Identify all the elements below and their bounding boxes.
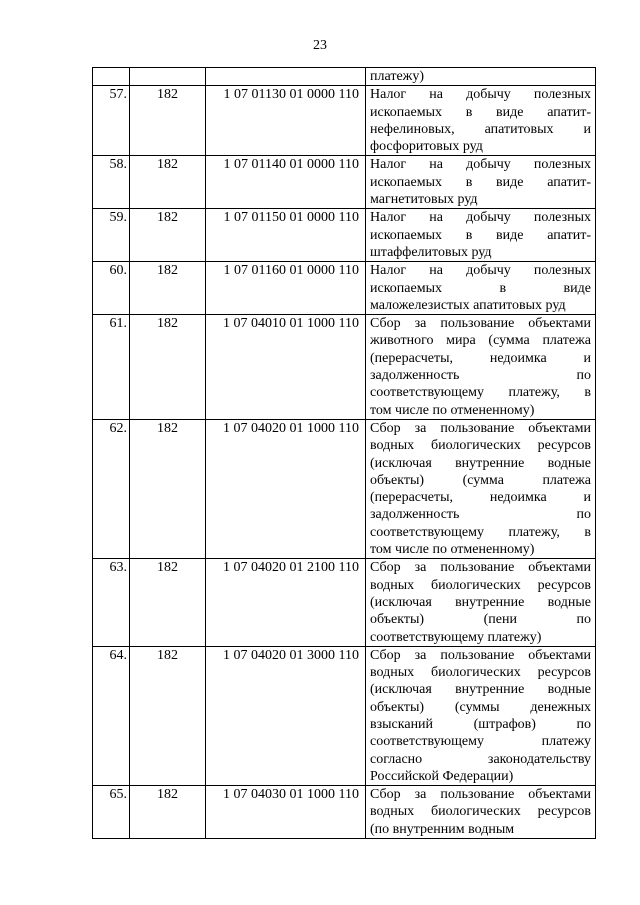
table-row bbox=[93, 209, 596, 262]
revenue-name-line: (перерасчеты, недоимка и bbox=[370, 350, 591, 366]
revenue-name-line: Сбор за пользование объектами bbox=[370, 316, 591, 332]
table-row bbox=[93, 646, 596, 785]
revenue-name-cell bbox=[366, 262, 596, 315]
revenue-name-line: Сбор за пользование объектами bbox=[370, 647, 591, 663]
revenue-name-line: (перерасчеты, недоимка и bbox=[370, 490, 591, 506]
revenue-name-line: ископаемых в виде апатит- bbox=[370, 104, 591, 120]
revenue-name-cell bbox=[366, 156, 596, 209]
budget-classification-code-cell: 1 07 01130 01 0000 110 bbox=[206, 86, 366, 156]
table-row bbox=[93, 262, 596, 315]
revenue-name-line: магнетитовых руд bbox=[370, 192, 478, 208]
administrator-code-cell: 182 bbox=[130, 262, 206, 315]
revenue-name-line: Сбор за пользование объектами bbox=[370, 420, 591, 436]
table-body bbox=[93, 68, 596, 839]
row-number-cell: 64. bbox=[93, 646, 130, 785]
revenue-name-line: том числе по отмененному) bbox=[370, 402, 535, 418]
administrator-code-cell: 182 bbox=[130, 419, 206, 558]
revenue-name-cell bbox=[366, 86, 596, 156]
revenue-name-line: водных биологических ресурсов bbox=[370, 665, 591, 681]
revenue-name-line: соответствующему платежу) bbox=[370, 629, 542, 645]
budget-classification-code-cell: 1 07 04030 01 1000 110 bbox=[206, 786, 366, 839]
revenue-name-line: (исключая внутренние водные bbox=[370, 594, 591, 610]
revenue-name-line: Налог на добычу полезных bbox=[370, 87, 591, 103]
table-row bbox=[93, 786, 596, 839]
revenue-name-cell bbox=[366, 68, 596, 86]
revenue-name-line: Сбор за пользование объектами bbox=[370, 560, 591, 576]
budget-classification-code-cell bbox=[206, 68, 366, 86]
revenue-name-cell bbox=[366, 559, 596, 646]
administrator-code-cell: 182 bbox=[130, 209, 206, 262]
revenue-name-line: платежу) bbox=[370, 69, 424, 84]
row-number-cell: 65. bbox=[93, 786, 130, 839]
row-number-cell: 63. bbox=[93, 559, 130, 646]
revenue-name-line: соответствующему платежу, в bbox=[370, 524, 591, 540]
revenue-name-line: ископаемых в виде bbox=[370, 280, 591, 296]
revenue-name-line: объекты) (сумма платежа bbox=[370, 472, 591, 488]
revenue-codes-table bbox=[92, 67, 596, 839]
revenue-name-cell bbox=[366, 419, 596, 558]
revenue-name-line: фосфоритовых руд bbox=[370, 139, 483, 155]
revenue-name-line: Налог на добычу полезных bbox=[370, 263, 591, 279]
row-number-cell: 59. bbox=[93, 209, 130, 262]
revenue-name-cell bbox=[366, 209, 596, 262]
revenue-name-cell bbox=[366, 315, 596, 420]
budget-classification-code-cell: 1 07 04010 01 1000 110 bbox=[206, 315, 366, 420]
revenue-name-line: водных биологических ресурсов bbox=[370, 438, 591, 454]
table-row bbox=[93, 315, 596, 420]
row-number-cell: 61. bbox=[93, 315, 130, 420]
revenue-name-line: штаффелитовых руд bbox=[370, 244, 492, 260]
row-number-cell bbox=[93, 68, 130, 86]
row-number-cell: 62. bbox=[93, 419, 130, 558]
revenue-name-line: объекты) (суммы денежных bbox=[370, 699, 591, 715]
revenue-name-line: (исключая внутренние водные bbox=[370, 682, 591, 698]
revenue-name-line: Российской Федерации) bbox=[370, 768, 514, 784]
page-number: 23 bbox=[313, 38, 327, 53]
table-row bbox=[93, 156, 596, 209]
budget-classification-code-cell: 1 07 04020 01 2100 110 bbox=[206, 559, 366, 646]
revenue-name-line: животного мира (сумма платежа bbox=[370, 333, 591, 349]
revenue-name-line: соответствующему платежу, в bbox=[370, 385, 591, 401]
table-row bbox=[93, 559, 596, 646]
budget-classification-code-cell: 1 07 04020 01 3000 110 bbox=[206, 646, 366, 785]
budget-classification-code-cell: 1 07 01140 01 0000 110 bbox=[206, 156, 366, 209]
table-row bbox=[93, 86, 596, 156]
budget-classification-code-cell: 1 07 01150 01 0000 110 bbox=[206, 209, 366, 262]
administrator-code-cell: 182 bbox=[130, 86, 206, 156]
revenue-name-line: Сбор за пользование объектами bbox=[370, 787, 591, 803]
administrator-code-cell: 182 bbox=[130, 786, 206, 839]
revenue-name-line: водных биологических ресурсов bbox=[370, 577, 591, 593]
revenue-name-line: задолженность по bbox=[370, 507, 591, 523]
revenue-name-line: (по внутренним водным bbox=[370, 821, 515, 837]
revenue-name-cell bbox=[366, 646, 596, 785]
revenue-name-line: Налог на добычу полезных bbox=[370, 210, 591, 226]
budget-classification-code-cell: 1 07 04020 01 1000 110 bbox=[206, 419, 366, 558]
budget-classification-code-cell: 1 07 01160 01 0000 110 bbox=[206, 262, 366, 315]
row-number-cell: 58. bbox=[93, 156, 130, 209]
revenue-name-line: маложелезистых апатитовых руд bbox=[370, 297, 566, 313]
revenue-name-line: нефелиновых, апатитовых и bbox=[370, 121, 591, 137]
table-row bbox=[93, 68, 596, 86]
revenue-name-line: том числе по отмененному) bbox=[370, 542, 535, 558]
revenue-name-line: (исключая внутренние водные bbox=[370, 455, 591, 471]
revenue-name-line: водных биологических ресурсов bbox=[370, 804, 591, 820]
row-number-cell: 57. bbox=[93, 86, 130, 156]
administrator-code-cell: 182 bbox=[130, 156, 206, 209]
revenue-name-line: соответствующему платежу bbox=[370, 734, 591, 750]
revenue-name-line: задолженность по bbox=[370, 368, 591, 384]
revenue-name-line: ископаемых в виде апатит- bbox=[370, 227, 591, 243]
administrator-code-cell: 182 bbox=[130, 646, 206, 785]
administrator-code-cell bbox=[130, 68, 206, 86]
administrator-code-cell: 182 bbox=[130, 315, 206, 420]
row-number-cell: 60. bbox=[93, 262, 130, 315]
revenue-name-line: Налог на добычу полезных bbox=[370, 157, 591, 173]
revenue-name-line: объекты) (пени по bbox=[370, 612, 591, 628]
revenue-name-line: ископаемых в виде апатит- bbox=[370, 174, 591, 190]
table-row bbox=[93, 419, 596, 558]
administrator-code-cell: 182 bbox=[130, 559, 206, 646]
revenue-name-line: взысканий (штрафов) по bbox=[370, 716, 591, 732]
revenue-name-cell bbox=[366, 786, 596, 839]
revenue-name-line: согласно законодательству bbox=[370, 751, 591, 767]
